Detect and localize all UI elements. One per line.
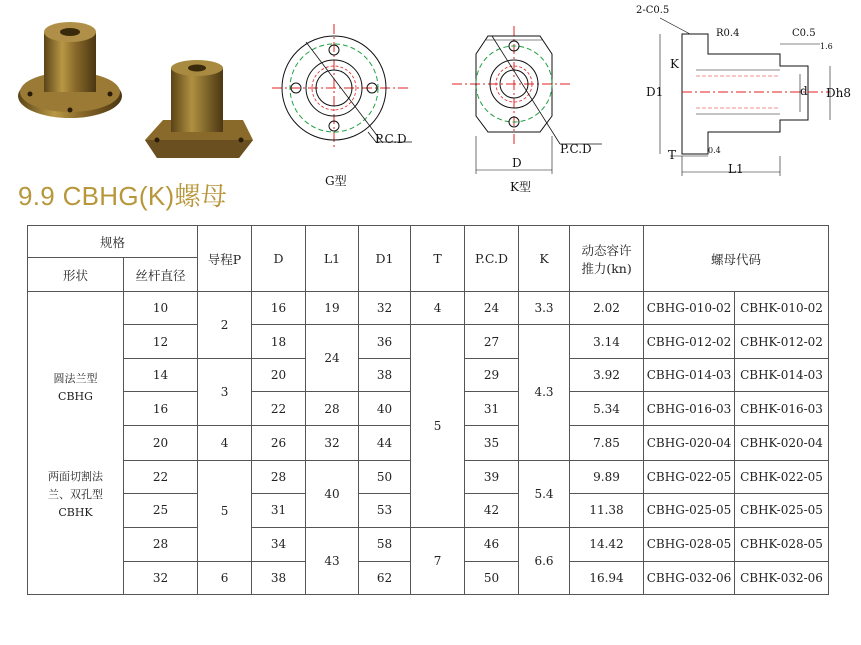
cell-L1: 40 (306, 460, 359, 527)
cell-dia: 12 (124, 325, 198, 359)
cell-code-k: CBHK-028-05 (735, 527, 829, 561)
g-type-caption: G型 (325, 174, 347, 188)
shape-k-line2: 兰、双孔型 (48, 488, 103, 502)
drawing-side-section (630, 4, 852, 182)
g-pcd-label: P.C.D (375, 132, 407, 146)
header-D: D (252, 226, 306, 292)
cell-code-g: CBHG-025-05 (644, 493, 735, 527)
cell-code-k: CBHK-010-02 (735, 292, 829, 325)
cell-pcd: 39 (465, 460, 519, 493)
cell-thrust: 14.42 (570, 527, 644, 561)
cell-lead: 6 (198, 561, 252, 594)
header-spec: 规格 (28, 226, 198, 258)
cell-code-k: CBHK-022-05 (735, 460, 829, 493)
cell-code-g: CBHG-020-04 (644, 426, 735, 460)
section-title: 9.9 CBHG(K)螺母 (18, 181, 228, 211)
cell-pcd: 27 (465, 325, 519, 359)
cell-code-k: CBHK-025-05 (735, 493, 829, 527)
cell-pcd: 24 (465, 292, 519, 325)
cell-D: 28 (252, 460, 306, 493)
header-K: K (519, 226, 570, 292)
cell-dia: 16 (124, 392, 198, 426)
cell-D: 34 (252, 527, 306, 561)
cell-D: 16 (252, 292, 306, 325)
cell-D1: 38 (359, 359, 411, 392)
k-pcd-label: P.C.D (560, 142, 592, 156)
cell-D: 20 (252, 359, 306, 392)
cell-thrust: 7.85 (570, 426, 644, 460)
t-label: T (668, 148, 677, 162)
cell-D: 38 (252, 561, 306, 594)
header-screw-dia: 丝杆直径 (124, 258, 198, 292)
shape-k-line3: CBHK (58, 506, 93, 520)
header-thrust-line2: 推力(kn) (581, 260, 632, 276)
cell-D1: 44 (359, 426, 411, 460)
cell-thrust: 5.34 (570, 392, 644, 426)
cell-D1: 50 (359, 460, 411, 493)
cell-D: 18 (252, 325, 306, 359)
header-shape: 形状 (28, 258, 124, 292)
cell-code-g: CBHG-028-05 (644, 527, 735, 561)
cell-D: 31 (252, 493, 306, 527)
cell-code-g: CBHG-010-02 (644, 292, 735, 325)
header-T: T (411, 226, 465, 292)
cell-L1: 28 (306, 392, 359, 426)
cell-pcd: 29 (465, 359, 519, 392)
header-lead: 导程P (198, 226, 252, 292)
k-type-caption: K型 (510, 180, 531, 194)
cell-code-k: CBHK-016-03 (735, 392, 829, 426)
cell-dia: 32 (124, 561, 198, 594)
cell-lead: 2 (198, 292, 252, 359)
cell-pcd: 35 (465, 426, 519, 460)
header-thrust-line1: 动态容许 (581, 242, 632, 258)
cell-D1: 36 (359, 325, 411, 359)
l1-label: L1 (728, 162, 744, 176)
table-row (28, 325, 829, 359)
cell-pcd: 31 (465, 392, 519, 426)
shape-g-line2: CBHG (58, 390, 93, 404)
cell-lead: 3 (198, 359, 252, 426)
cell-L1: 43 (306, 527, 359, 594)
cell-dia: 20 (124, 426, 198, 460)
k-d-label: D (512, 156, 522, 170)
cell-D1: 53 (359, 493, 411, 527)
cell-code-k: CBHK-012-02 (735, 325, 829, 359)
d-small-label: d (800, 84, 808, 98)
cell-thrust: 2.02 (570, 292, 644, 325)
k-mark-label: K (670, 57, 679, 71)
cell-K: 5.4 (519, 460, 570, 527)
cell-D: 26 (252, 426, 306, 460)
cell-lead: 5 (198, 460, 252, 561)
cell-L1: 19 (306, 292, 359, 325)
cell-D1: 32 (359, 292, 411, 325)
cell-D1: 62 (359, 561, 411, 594)
cell-code-k: CBHK-032-06 (735, 561, 829, 594)
cell-pcd: 46 (465, 527, 519, 561)
r-small-label: 0.4 (708, 146, 721, 155)
cell-K: 3.3 (519, 292, 570, 325)
cell-code-k: CBHK-014-03 (735, 359, 829, 392)
cell-dia: 25 (124, 493, 198, 527)
header-thrust (570, 226, 644, 292)
cell-code-g: CBHG-014-03 (644, 359, 735, 392)
shape-g-line1: 圆法兰型 (53, 372, 98, 386)
cell-T: 4 (411, 292, 465, 325)
cell-K: 6.6 (519, 527, 570, 594)
shape-cell (28, 292, 124, 595)
chamfer-left-label: 2-C0.5 (636, 5, 670, 16)
angle-label: 1.6 (820, 42, 833, 51)
cell-D: 22 (252, 392, 306, 426)
cell-code-k: CBHK-020-04 (735, 426, 829, 460)
cell-code-g: CBHG-022-05 (644, 460, 735, 493)
table-row (28, 292, 829, 325)
cell-L1: 32 (306, 426, 359, 460)
d1-label: D1 (646, 85, 664, 99)
cell-thrust: 11.38 (570, 493, 644, 527)
shape-k-line1: 两面切割法 (48, 470, 103, 484)
cell-thrust: 3.14 (570, 325, 644, 359)
cell-code-g: CBHG-012-02 (644, 325, 735, 359)
cell-dia: 22 (124, 460, 198, 493)
cell-D1: 58 (359, 527, 411, 561)
header-code: 螺母代码 (644, 226, 829, 292)
header-D1: D1 (359, 226, 411, 292)
drawing-g-type (272, 22, 422, 150)
spec-table (27, 225, 829, 595)
cell-T: 7 (411, 527, 465, 594)
cell-code-g: CBHG-016-03 (644, 392, 735, 426)
cell-T: 5 (411, 325, 465, 527)
chamfer-right-label: C0.5 (792, 28, 816, 39)
cell-thrust: 16.94 (570, 561, 644, 594)
cell-lead: 4 (198, 426, 252, 460)
header-pcd: P.C.D (465, 226, 519, 292)
cell-code-g: CBHG-032-06 (644, 561, 735, 594)
cell-K: 4.3 (519, 325, 570, 460)
product-photo-cut-flange (143, 58, 255, 166)
cell-dia: 28 (124, 527, 198, 561)
radius-label: R0.4 (716, 28, 740, 39)
cell-thrust: 3.92 (570, 359, 644, 392)
cell-dia: 14 (124, 359, 198, 392)
cell-dia: 10 (124, 292, 198, 325)
cell-pcd: 50 (465, 561, 519, 594)
cell-pcd: 42 (465, 493, 519, 527)
cell-L1: 24 (306, 325, 359, 392)
cell-thrust: 9.89 (570, 460, 644, 493)
product-photo-round-flange (14, 14, 126, 122)
dh8-label: Dh8 (826, 86, 851, 100)
header-L1: L1 (306, 226, 359, 292)
table-row (28, 527, 829, 561)
cell-D1: 40 (359, 392, 411, 426)
